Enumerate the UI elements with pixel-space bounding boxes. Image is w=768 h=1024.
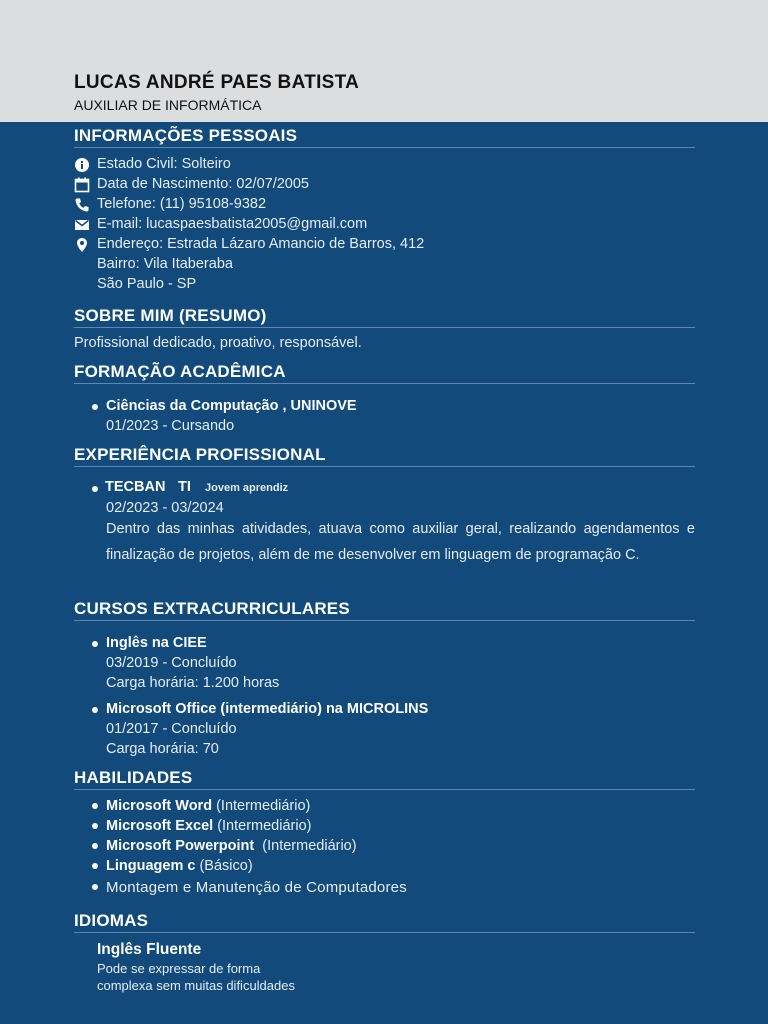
experience-period: 02/2023 - 03/2024	[106, 500, 224, 516]
district: Bairro: Vila Itaberaba	[97, 256, 233, 272]
skill-level: (Intermediário)	[254, 838, 357, 854]
course-period: 03/2019 - Concluído	[106, 655, 237, 671]
section-title-personal: INFORMAÇÕES PESSOAIS	[74, 126, 695, 148]
info-icon	[74, 157, 90, 173]
skill-item	[106, 838, 357, 854]
phone: Telefone: (11) 95108-9382	[97, 196, 267, 212]
marital-status: Estado Civil: Solteiro	[97, 156, 231, 172]
skill-name: Microsoft Word	[106, 798, 213, 814]
section-title-languages: IDIOMAS	[74, 911, 695, 933]
language-desc-line1: Pode se expressar de forma	[97, 961, 261, 976]
skill-name: Microsoft Powerpoint	[106, 838, 255, 854]
skill-level: (Intermediário)	[213, 818, 312, 834]
phone-icon	[74, 197, 90, 213]
section-title-courses: CURSOS EXTRACURRICULARES	[74, 599, 695, 621]
section-title-experience: EXPERIÊNCIA PROFISSIONAL	[74, 445, 695, 467]
skill-item	[106, 798, 310, 814]
location-pin-icon	[74, 237, 90, 253]
address: Endereço: Estrada Lázaro Amancio de Barros, 412	[97, 236, 425, 252]
bullet	[92, 803, 98, 809]
skill-level: (Básico)	[195, 858, 253, 874]
candidate-name: LUCAS ANDRÉ PAES BATISTA	[74, 72, 360, 93]
skill-level: (Intermediário)	[212, 798, 311, 814]
bullet	[92, 884, 98, 890]
bullet	[92, 404, 98, 410]
course-hours: Carga horária: 70	[106, 741, 219, 757]
birth-date: Data de Nascimento: 02/07/2005	[97, 176, 309, 192]
bullet	[92, 707, 98, 713]
skill-name: Linguagem c	[106, 858, 196, 874]
education-period: 01/2023 - Cursando	[106, 418, 235, 434]
section-title-about: SOBRE MIM (RESUMO)	[74, 306, 695, 328]
calendar-icon	[74, 177, 90, 193]
education-course: Ciências da Computação , UNINOVE	[106, 398, 357, 414]
language-name: Inglês Fluente	[97, 941, 202, 958]
experience-description: Dentro das minhas atividades, atuava como auxiliar geral, realizando agendamentos e finalização de projetos, além de me desenvolver em linguagem de programação C.	[106, 521, 695, 563]
city: São Paulo - SP	[97, 276, 197, 292]
bullet	[92, 843, 98, 849]
email-icon	[74, 217, 90, 233]
candidate-role: AUXILIAR DE INFORMÁTICA	[74, 97, 262, 113]
bullet	[92, 863, 98, 869]
experience-position: Jovem aprendiz	[205, 482, 289, 494]
about-text: Profissional dedicado, proativo, responsável.	[74, 335, 362, 351]
header-band	[0, 0, 768, 122]
bullet	[92, 823, 98, 829]
experience-area: TI	[178, 479, 191, 495]
skill-name: Microsoft Excel	[106, 818, 214, 834]
course-period: 01/2017 - Concluído	[106, 721, 237, 737]
bullet	[92, 641, 98, 647]
experience-company: TECBAN	[105, 479, 166, 495]
section-title-education: FORMAÇÃO ACADÊMICA	[74, 362, 695, 384]
course-name: Inglês na CIEE	[106, 635, 207, 651]
skill-item	[106, 858, 253, 874]
course-hours: Carga horária: 1.200 horas	[106, 675, 280, 691]
bullet	[92, 486, 98, 492]
skill-item	[106, 879, 407, 896]
section-title-skills: HABILIDADES	[74, 768, 695, 790]
language-desc-line2: complexa sem muitas dificuldades	[97, 978, 295, 993]
email: E-mail: lucaspaesbatista2005@gmail.com	[97, 216, 368, 232]
skill-level: Montagem e Manutenção de Computadores	[106, 879, 407, 896]
course-name: Microsoft Office (intermediário) na MICROLINS	[106, 701, 429, 717]
skill-item	[106, 818, 311, 834]
